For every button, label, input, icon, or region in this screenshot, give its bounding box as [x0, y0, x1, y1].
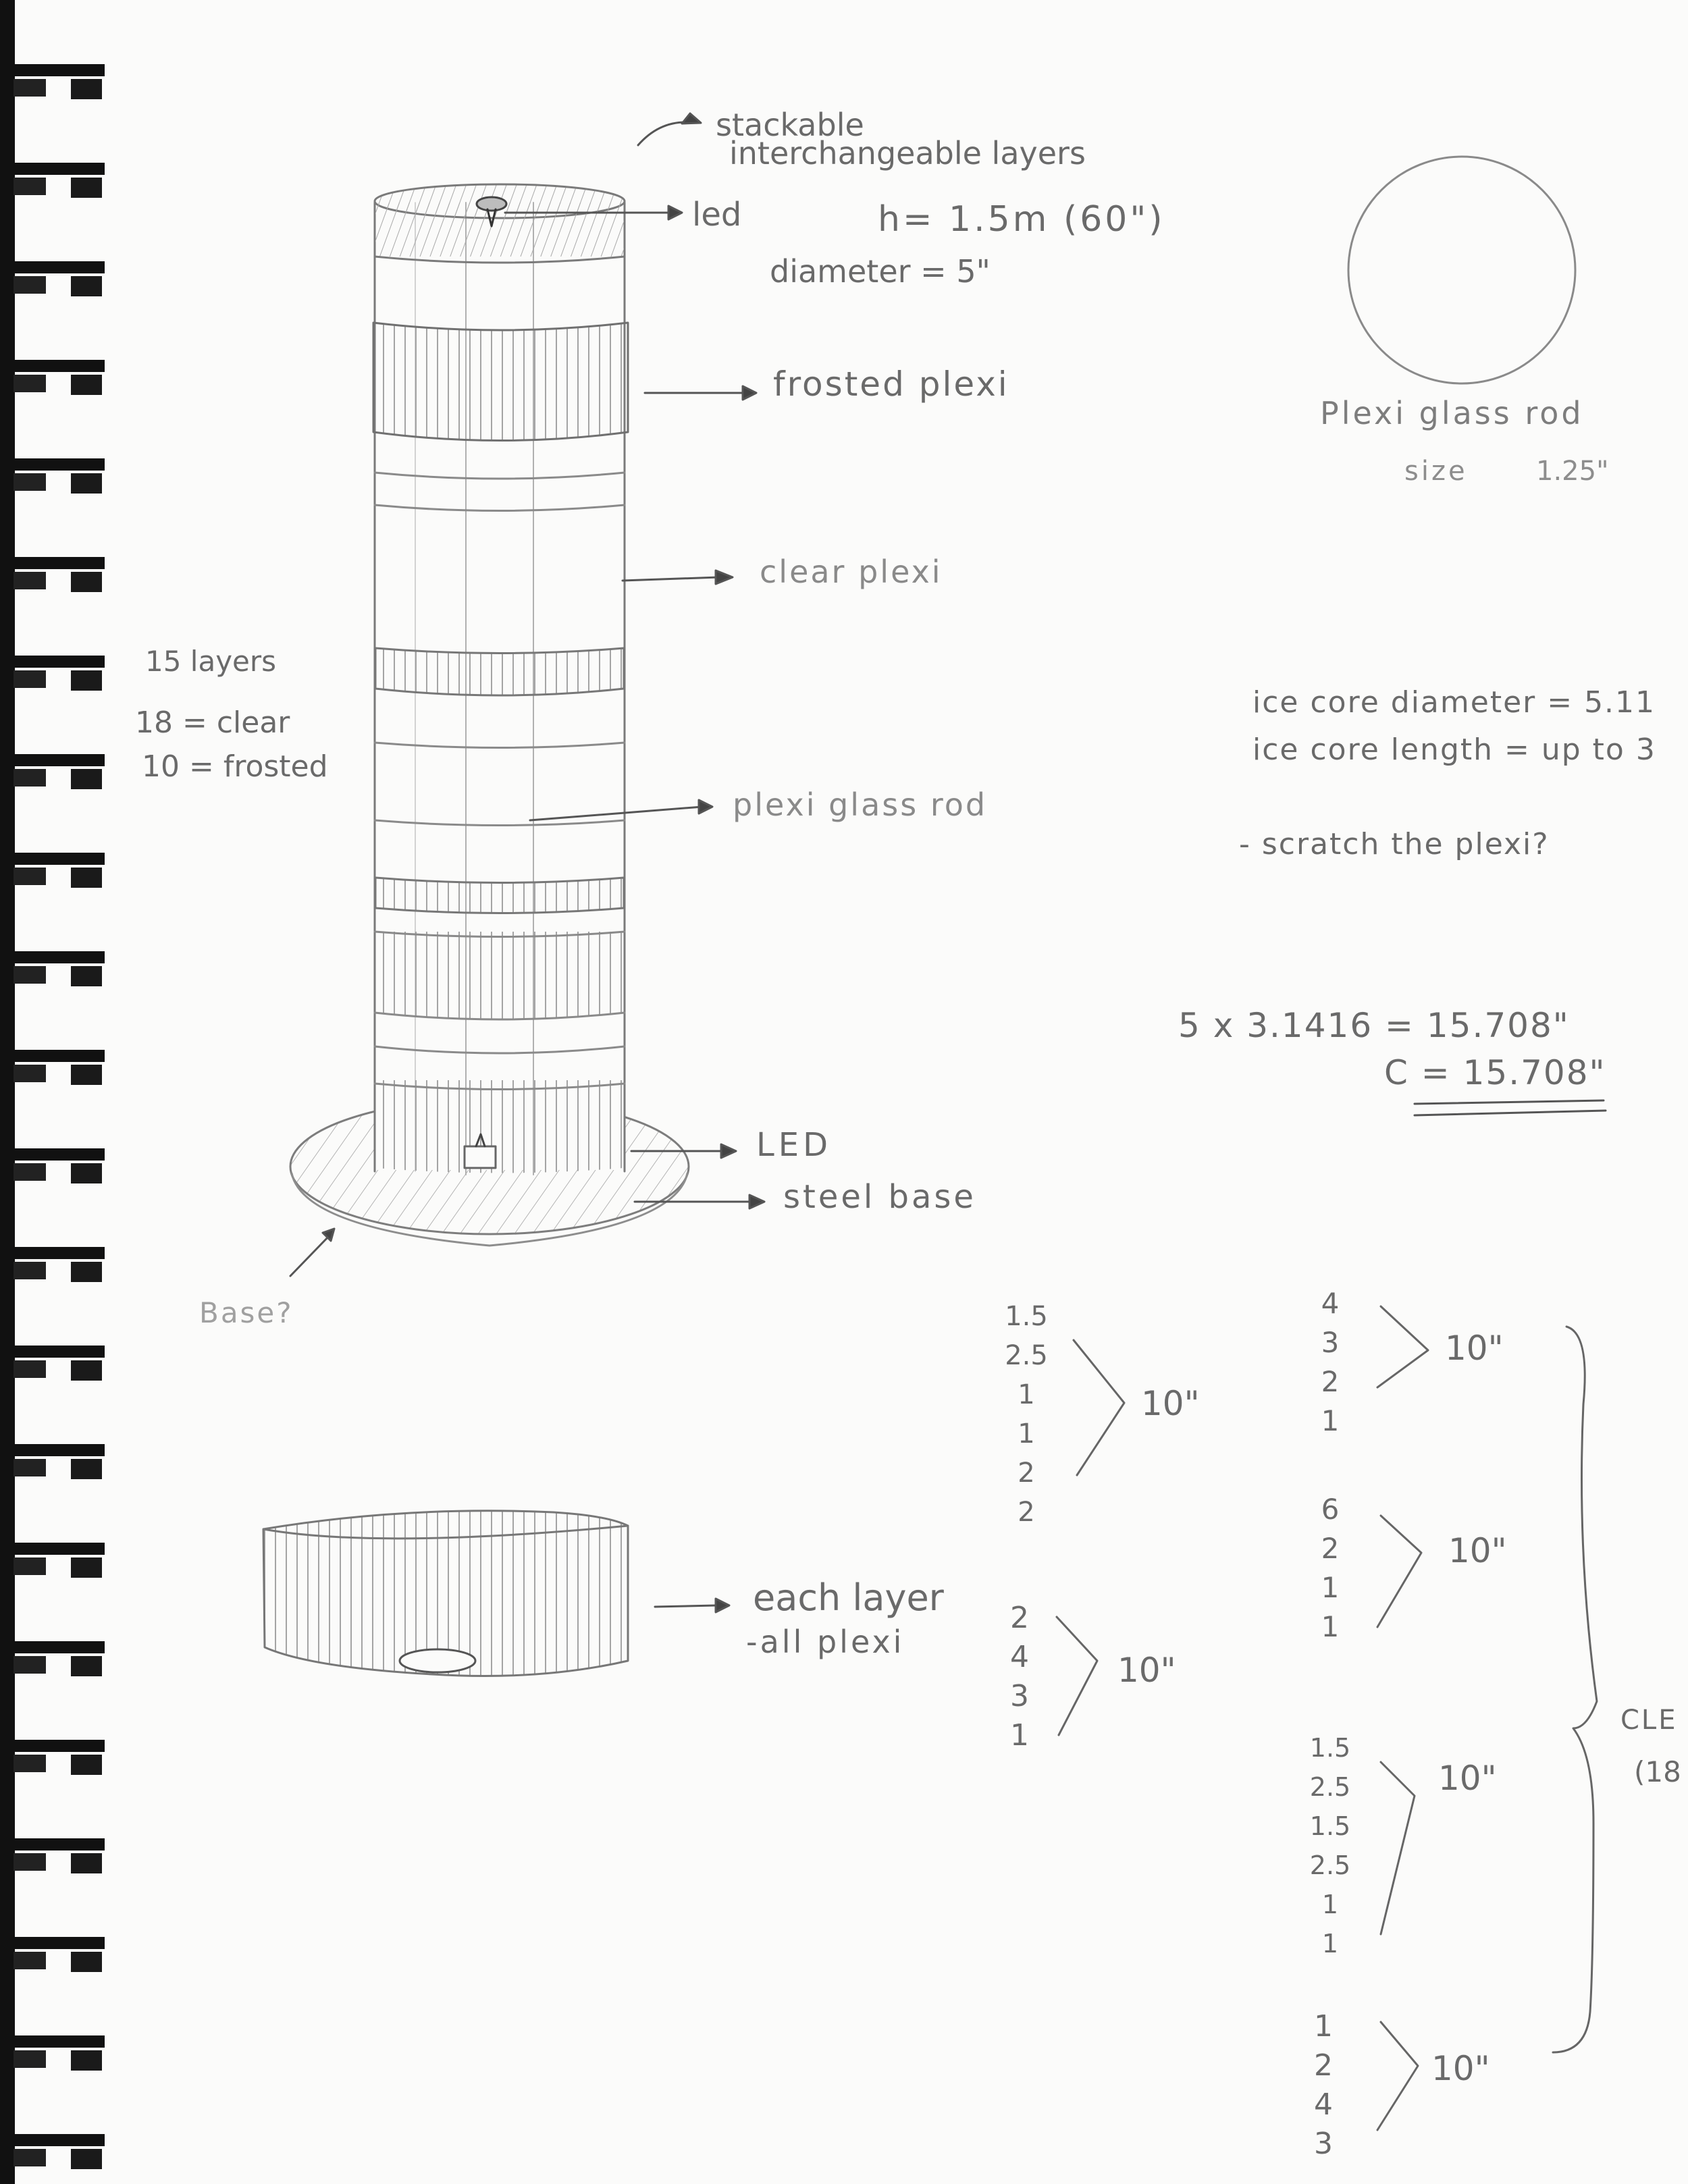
group-1-value: 2 — [1018, 1497, 1035, 1528]
group-4-value: 1 — [1321, 1571, 1340, 1604]
group-6-total: 10" — [1431, 2049, 1490, 2088]
group-2-value: 3 — [1010, 1679, 1029, 1713]
rod-size-label: size — [1404, 456, 1468, 487]
label-steel-base: steel base — [783, 1178, 976, 1216]
label-stackable: stackable — [716, 107, 864, 143]
note-clear-count: 18 = clear — [135, 705, 290, 740]
clear-note-line-1: CLE — [1620, 1705, 1678, 1736]
group-5-value: 1 — [1321, 1929, 1339, 1959]
group-1-total: 10" — [1141, 1384, 1200, 1423]
label-led-top: led — [692, 196, 742, 234]
label-height: h= 1.5m (60") — [878, 199, 1165, 240]
group-2-value: 2 — [1010, 1601, 1029, 1635]
group-2-value: 4 — [1010, 1640, 1029, 1674]
label-frosted: frosted plexi — [773, 365, 1009, 404]
note-frosted-count: 10 = frosted — [142, 749, 328, 784]
ice-core-length: ice core length = up to 3 — [1252, 733, 1656, 767]
group-5-value: 2.5 — [1309, 1772, 1351, 1802]
note-15-layers: 15 layers — [145, 645, 277, 678]
calc-line-2: C = 15.708" — [1384, 1053, 1606, 1092]
group-6-value: 3 — [1314, 2127, 1333, 2161]
group-5-total: 10" — [1438, 1759, 1497, 1798]
ice-core-diameter: ice core diameter = 5.11 — [1252, 685, 1656, 720]
label-base-question: Base? — [199, 1296, 294, 1329]
group-5-value: 1.5 — [1309, 1733, 1351, 1763]
group-4-values — [1307, 1495, 1354, 1652]
group-3-value: 2 — [1321, 1365, 1340, 1398]
label-each-layer: each layer — [753, 1576, 944, 1619]
group-3-values — [1307, 1289, 1354, 1446]
group-6-value: 2 — [1314, 2048, 1333, 2083]
group-1-value: 1 — [1018, 1418, 1035, 1449]
group-3-value: 3 — [1321, 1326, 1340, 1359]
label-led-bottom: LED — [756, 1126, 833, 1164]
label-diameter: diameter = 5" — [770, 253, 991, 290]
calc-line-1: 5 x 3.1416 = 15.708" — [1178, 1006, 1570, 1045]
group-2-total: 10" — [1117, 1651, 1176, 1690]
group-1-value: 2 — [1018, 1458, 1035, 1489]
group-4-value: 6 — [1321, 1493, 1340, 1526]
label-rod: plexi glass rod — [733, 787, 988, 823]
group-2-values — [993, 1603, 1047, 1760]
group-4-value: 1 — [1321, 1610, 1340, 1643]
group-2-value: 1 — [1010, 1718, 1029, 1753]
rod-label: Plexi glass rod — [1320, 395, 1584, 431]
group-1-value: 1 — [1018, 1379, 1035, 1410]
result-underline — [1415, 1100, 1606, 1115]
group-6-value: 4 — [1314, 2087, 1333, 2122]
label-clear: clear plexi — [760, 554, 943, 590]
clear-note-line-2: (18 — [1634, 1755, 1681, 1788]
group-5-value: 1.5 — [1309, 1811, 1351, 1841]
group-5-value: 2.5 — [1309, 1850, 1351, 1880]
group-1-values — [999, 1303, 1053, 1538]
group-4-value: 2 — [1321, 1532, 1340, 1565]
rod-size-value: 1.25" — [1536, 456, 1609, 487]
tower-column — [373, 184, 628, 1175]
group-4-total: 10" — [1448, 1531, 1507, 1570]
group-3-value: 1 — [1321, 1404, 1340, 1437]
group-5-value: 1 — [1321, 1890, 1339, 1919]
group-6-values — [1300, 2009, 1347, 2168]
group-6-value: 1 — [1314, 2009, 1333, 2044]
label-all-plexi: -all plexi — [746, 1624, 905, 1660]
scratch-note: - scratch the plexi? — [1239, 827, 1550, 861]
label-interchangeable: interchangeable layers — [729, 135, 1086, 171]
group-3-total: 10" — [1445, 1329, 1504, 1368]
group-3-value: 4 — [1321, 1287, 1340, 1320]
group-5-values — [1296, 1735, 1364, 1970]
layer-drum — [263, 1511, 628, 1676]
rod-circle — [1348, 157, 1575, 383]
group-1-value: 2.5 — [1005, 1340, 1048, 1371]
group-1-value: 1.5 — [1005, 1301, 1048, 1332]
